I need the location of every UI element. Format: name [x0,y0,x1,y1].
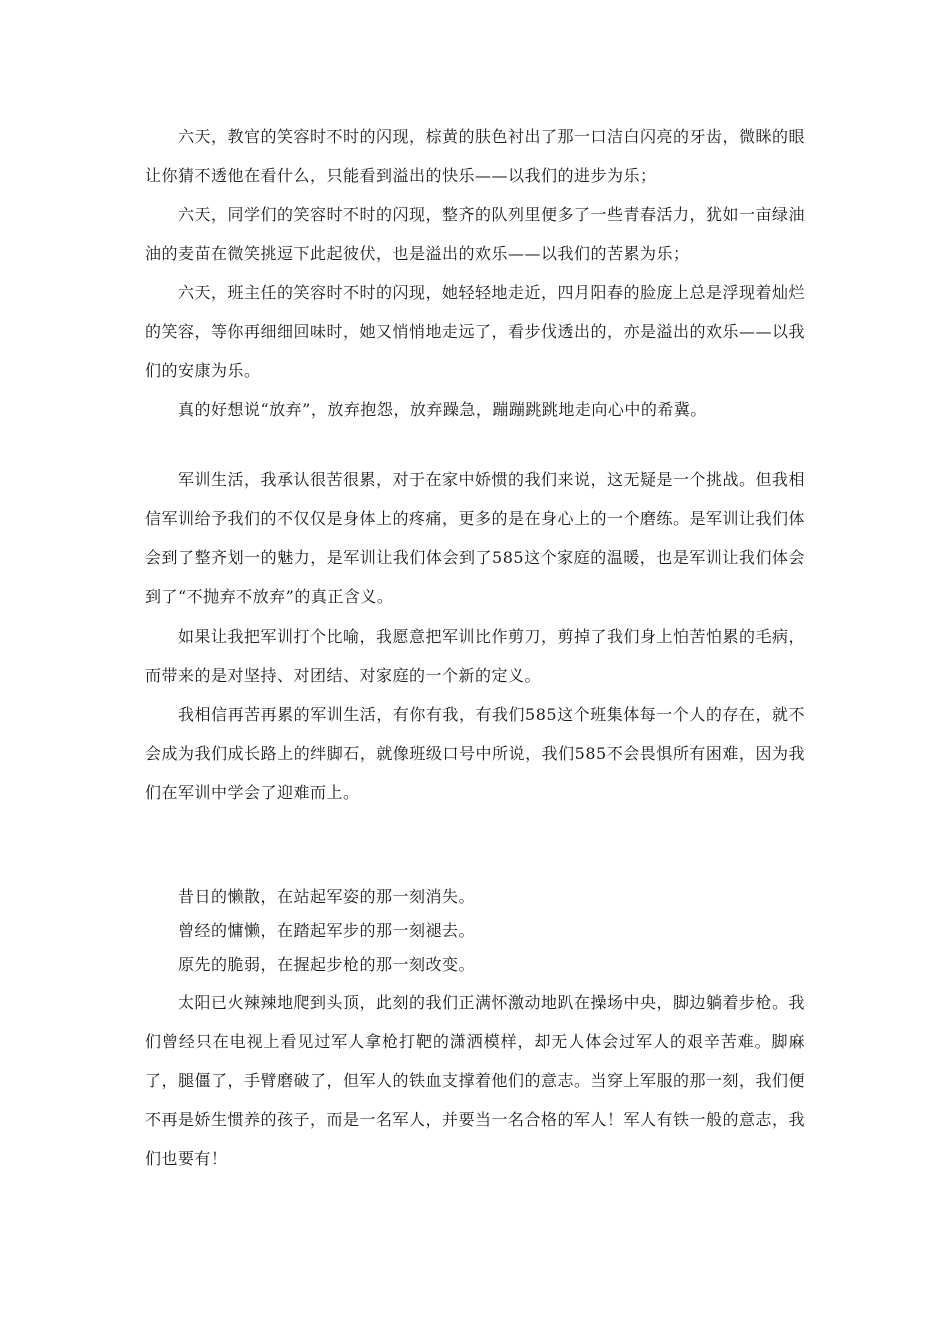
paragraph-give-up: 真的好想说“放弃”，放弃抱怨，放弃躁急，蹦蹦跳跳地走向心中的希冀。 [178,400,707,419]
paragraph-instructor-smile: 六天，教官的笑容时不时的闪现，棕黄的肤色衬出了那一口洁白闪亮的牙齿，微眯的眼让你猜不透他在看什么，只能看到溢出的快乐——以我们的进步为乐； [145,127,806,185]
paragraph-teacher-smile: 六天，班主任的笑容时不时的闪现，她轻轻地走近，四月阳春的脸庞上总是浮现着灿烂的笑容，等你再细细回味时，她又悄悄地走远了，看步伐透出的，亦是溢出的欢乐——以我们的安康为乐。 [145,283,806,380]
paragraph-idleness: 曾经的慵懒，在踏起军步的那一刻褪去。 [178,921,476,940]
paragraph-laziness: 昔日的懒散，在站起军姿的那一刻消失。 [178,887,476,906]
paragraph-scissors-metaphor: 如果让我把军训打个比喻，我愿意把军训比作剪刀，剪掉了我们身上怕苦怕累的毛病，而带来的是对坚持、对团结、对家庭的一个新的定义。 [145,627,806,685]
paragraph-training-life: 军训生活，我承认很苦很累，对于在家中娇惯的我们来说，这无疑是一个挑战。但我相信军训给予我们的不仅仅是身体上的疼痛，更多的是在身心上的一个磨练。是军训让我们体会到了整齐划一的魅力，是军训让我们体会到了585这个家庭的温暖，也是军训让我们体会到了“不抛弃不放弃”的真正含义。 [145,470,806,606]
paragraph-classmates-smile: 六天，同学们的笑容时不时的闪现，整齐的队列里便多了一些青春活力，犹如一亩绿油油的麦苗在微笑挑逗下此起彼伏，也是溢出的欢乐——以我们的苦累为乐； [145,205,806,263]
paragraph-class-585: 我相信再苦再累的军训生活，有你有我，有我们585这个班集体每一个人的存在，就不会成为我们成长路上的绊脚石，就像班级口号中所说，我们585不会畏惧所有困难，因为我们在军训中学会了迎难而上。 [145,705,805,802]
paragraph-sun-and-rifle: 太阳已火辣辣地爬到头顶，此刻的我们正满怀激动地趴在操场中央，脚边躺着步枪。我们曾经只在电视上看见过军人拿枪打靶的潇洒模样，却无人体会过军人的艰辛苦难。脚麻了，腿僵了，手臂磨破了，但军人的铁血支撑着他们的意志。当穿上军服的那一刻，我们便不再是娇生惯养的孩子，而是一名军人，并要当一名合格的军人！军人有铁一般的意志，我们也要有！ [145,993,806,1168]
paragraph-fragility: 原先的脆弱，在握起步枪的那一刻改变。 [178,955,476,974]
